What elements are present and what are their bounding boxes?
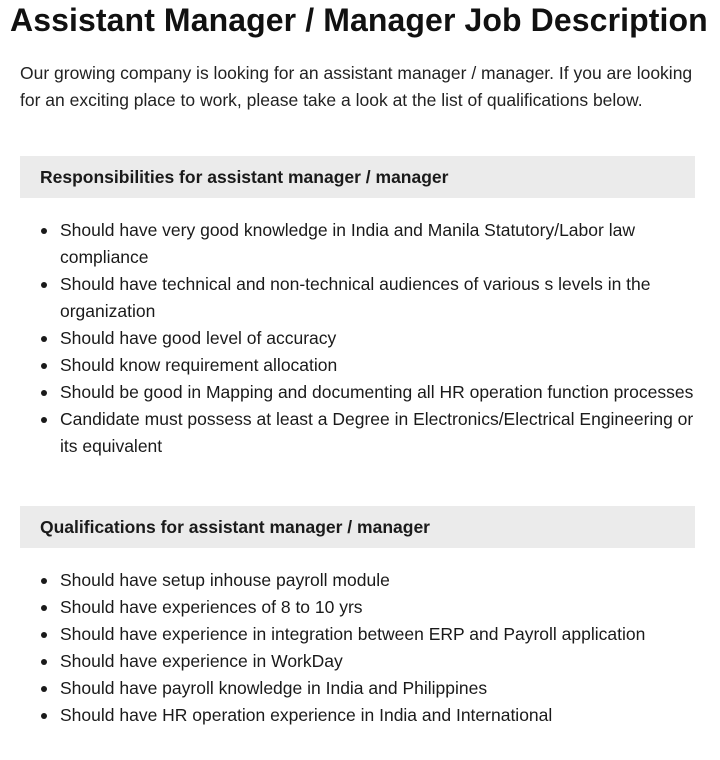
list-item: Candidate must possess at least a Degree in Electronics/Electrical Engineering or its equivalent	[20, 406, 695, 460]
list-item: Should have good level of accuracy	[20, 325, 695, 352]
qualifications-list	[20, 567, 695, 729]
list-item: Should have experiences of 8 to 10 yrs	[20, 594, 695, 621]
list-item: Should have technical and non-technical audiences of various s levels in the organization	[20, 271, 695, 325]
intro-paragraph: Our growing company is looking for an assistant manager / manager. If you are looking for an exciting place to work, please take a look at the list of qualifications below.	[20, 63, 693, 110]
responsibilities-list	[20, 217, 695, 460]
list-item: Should have experience in integration between ERP and Payroll application	[20, 621, 695, 648]
list-item: Should have HR operation experience in India and International	[20, 702, 695, 729]
list-item: Should be good in Mapping and documenting all HR operation function processes	[20, 379, 695, 406]
list-item: Should know requirement allocation	[20, 352, 695, 379]
list-item: Should have setup inhouse payroll module	[20, 567, 695, 594]
list-item: Should have very good knowledge in India and Manila Statutory/Labor law compliance	[20, 217, 695, 271]
list-item: Should have payroll knowledge in India and Philippines	[20, 675, 695, 702]
responsibilities-heading: Responsibilities for assistant manager / manager	[20, 156, 695, 198]
list-item: Should have experience in WorkDay	[20, 648, 695, 675]
qualifications-heading: Qualifications for assistant manager / manager	[20, 506, 695, 548]
page-title: Assistant Manager / Manager Job Description	[10, 2, 708, 38]
